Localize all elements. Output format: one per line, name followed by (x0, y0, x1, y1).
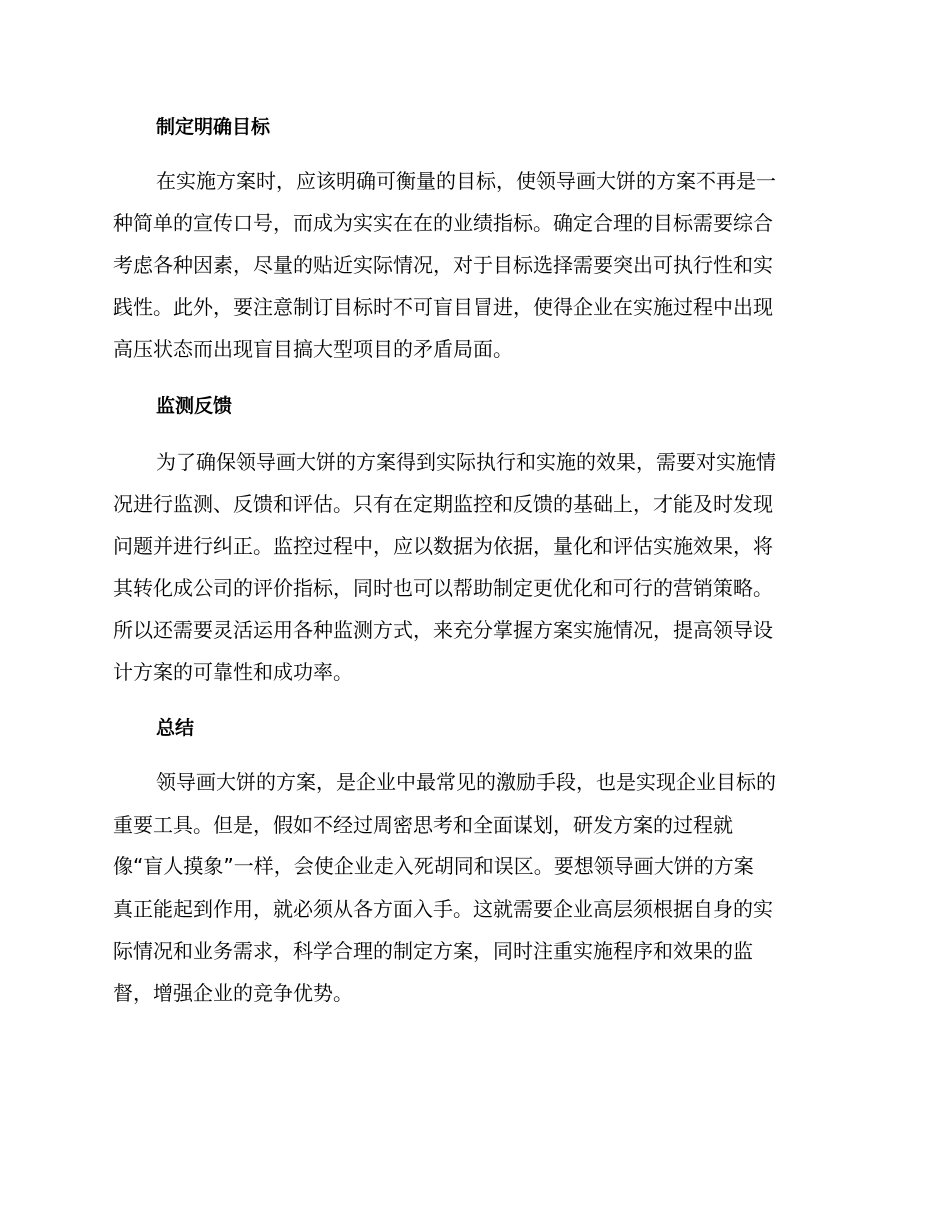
paragraph-line: 考虑各种因素，尽量的贴近实际情况，对于目标选择需要突出可执行性和实 (113, 253, 773, 277)
paragraph-line: 为了确保领导画大饼的方案得到实际执行和实施的效果，需要对实施情 (156, 450, 776, 474)
section-heading-feedback: 监测反馈 (156, 395, 233, 417)
paragraph-line: 领导画大饼的方案，是企业中最常见的激励手段，也是实现企业目标的 (156, 770, 776, 794)
paragraph-line: 真正能起到作用，就必须从各方面入手。这就需要企业高层须根据自身的实 (113, 897, 773, 921)
paragraph-line: 践性。此外，要注意制订目标时不可盲目冒进，使得企业在实施过程中出现 (113, 295, 773, 319)
paragraph-line: 种简单的宣传口号，而成为实实在在的业绩指标。确定合理的目标需要综合 (113, 211, 773, 235)
paragraph-line: 在实施方案时，应该明确可衡量的目标，使领导画大饼的方案不再是一 (156, 169, 776, 193)
paragraph-line: 况进行监测、反馈和评估。只有在定期监控和反馈的基础上，才能及时发现 (113, 492, 773, 516)
paragraph-line: 所以还需要灵活运用各种监测方式，来充分掌握方案实施情况，提高领导设 (113, 618, 773, 642)
paragraph-line: 督，增强企业的竞争优势。 (113, 981, 353, 1005)
section-heading-goals: 制定明确目标 (156, 116, 271, 138)
paragraph-line: 问题并进行纠正。监控过程中，应以数据为依据，量化和评估实施效果，将 (113, 534, 773, 558)
paragraph-line: 际情况和业务需求，科学合理的制定方案，同时注重实施程序和效果的监 (113, 939, 753, 963)
paragraph-line: 像“盲人摸象”一样，会使企业走入死胡同和误区。要想领导画大饼的方案 (113, 854, 754, 878)
paragraph-line: 其转化成公司的评价指标，同时也可以帮助制定更优化和可行的营销策略。 (113, 576, 773, 600)
section-heading-summary: 总结 (156, 717, 195, 739)
paragraph-line: 计方案的可靠性和成功率。 (113, 660, 353, 684)
paragraph-line: 重要工具。但是，假如不经过周密思考和全面谋划，研发方案的过程就 (113, 813, 733, 837)
paragraph-line: 高压状态而出现盲目搞大型项目的矛盾局面。 (113, 337, 513, 361)
